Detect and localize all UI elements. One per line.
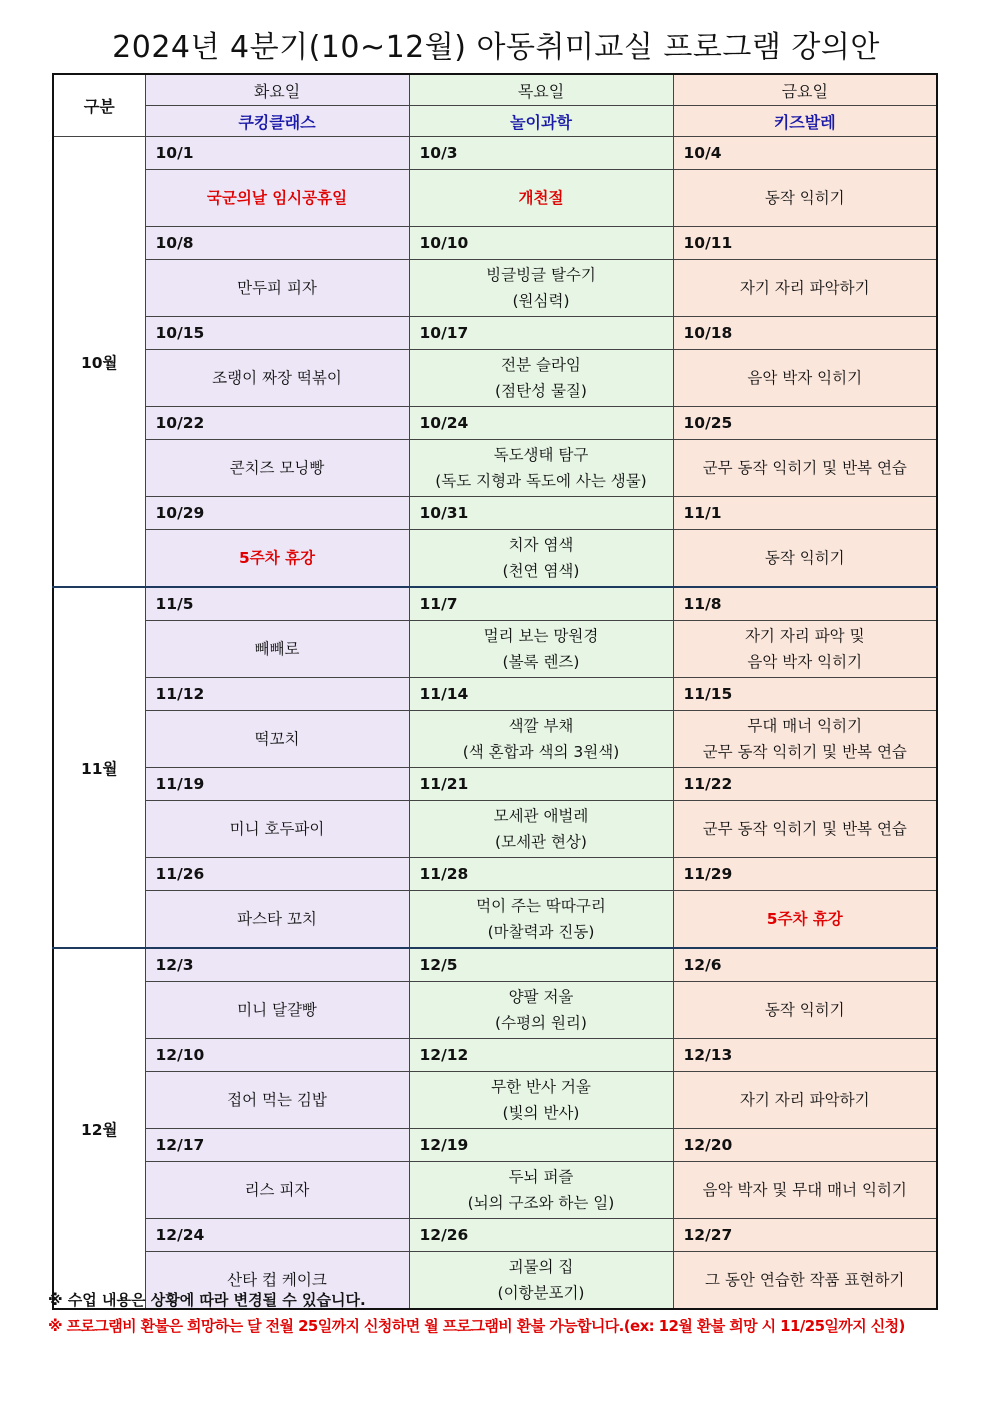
content-line: 음악 박자 익히기 bbox=[747, 653, 863, 671]
content-cell-thu bbox=[409, 1252, 673, 1310]
content-line: 무대 매너 익히기 bbox=[747, 717, 863, 735]
content-line: 접어 먹는 김밥 bbox=[227, 1091, 327, 1109]
content-cell-tue bbox=[145, 982, 409, 1039]
date-cell-thu: 10/3 bbox=[409, 137, 673, 170]
content-cell-thu bbox=[409, 170, 673, 227]
content-cell-thu bbox=[409, 891, 673, 949]
content-cell-fri bbox=[673, 1162, 937, 1219]
header-row-subjects bbox=[53, 106, 937, 137]
month-label: 10월 bbox=[53, 137, 145, 588]
content-cell-tue bbox=[145, 350, 409, 407]
date-cell-fri: 12/27 bbox=[673, 1219, 937, 1252]
header-subject-cooking: 쿠킹클래스 bbox=[145, 106, 409, 137]
content-line: 괴물의 집 bbox=[508, 1258, 574, 1276]
date-row bbox=[53, 227, 937, 260]
content-cell-thu bbox=[409, 440, 673, 497]
date-cell-tue: 10/8 bbox=[145, 227, 409, 260]
content-line: 군무 동작 익히기 및 반복 연습 bbox=[702, 459, 907, 477]
content-line: 자기 자리 파악하기 bbox=[739, 279, 870, 297]
content-row bbox=[53, 982, 937, 1039]
date-row bbox=[53, 317, 937, 350]
content-line: 국군의날 임시공휴일 bbox=[206, 189, 348, 207]
header-row-days bbox=[53, 74, 937, 106]
notice-refund: ※ 프로그램비 환불은 희망하는 달 전월 25일까지 신청하면 월 프로그램비 환불 가능합니다.(ex: 12월 환불 희망 시 11/25일까지 신청) bbox=[48, 1317, 905, 1335]
content-line: (모세관 현상) bbox=[495, 833, 587, 851]
date-cell-tue: 12/17 bbox=[145, 1129, 409, 1162]
content-cell-tue bbox=[145, 621, 409, 678]
content-line: 미니 달걀빵 bbox=[237, 1001, 317, 1019]
date-row bbox=[53, 1129, 937, 1162]
date-cell-thu: 10/31 bbox=[409, 497, 673, 530]
content-cell-fri bbox=[673, 711, 937, 768]
content-cell-thu bbox=[409, 801, 673, 858]
content-cell-fri bbox=[673, 530, 937, 588]
date-cell-thu: 11/21 bbox=[409, 768, 673, 801]
date-cell-tue: 11/5 bbox=[145, 587, 409, 621]
content-cell-thu bbox=[409, 1162, 673, 1219]
content-line: 자기 자리 파악하기 bbox=[739, 1091, 870, 1109]
content-line: 빼빼로 bbox=[254, 640, 300, 658]
content-line: 두뇌 퍼즐 bbox=[508, 1168, 574, 1186]
date-cell-tue: 11/19 bbox=[145, 768, 409, 801]
content-row bbox=[53, 170, 937, 227]
content-row bbox=[53, 440, 937, 497]
content-cell-tue bbox=[145, 1072, 409, 1129]
date-cell-tue: 12/3 bbox=[145, 948, 409, 982]
date-cell-thu: 11/7 bbox=[409, 587, 673, 621]
date-cell-fri: 10/11 bbox=[673, 227, 937, 260]
content-line: 개천절 bbox=[518, 189, 564, 207]
content-line: 군무 동작 익히기 및 반복 연습 bbox=[702, 743, 907, 761]
date-row bbox=[53, 587, 937, 621]
content-line: (볼록 렌즈) bbox=[502, 653, 580, 671]
content-line: (독도 지형과 독도에 사는 생물) bbox=[435, 472, 647, 490]
content-row bbox=[53, 1072, 937, 1129]
content-line: (수평의 원리) bbox=[495, 1014, 587, 1032]
content-line: 만두피 피자 bbox=[237, 279, 317, 297]
content-cell-tue bbox=[145, 1162, 409, 1219]
content-line: 모세관 애벌레 bbox=[493, 807, 589, 825]
content-line: 음악 박자 익히기 bbox=[747, 369, 863, 387]
content-row bbox=[53, 530, 937, 588]
content-cell-tue bbox=[145, 260, 409, 317]
date-cell-thu: 10/17 bbox=[409, 317, 673, 350]
content-row bbox=[53, 891, 937, 949]
date-cell-tue: 10/29 bbox=[145, 497, 409, 530]
content-line: 조랭이 짜장 떡볶이 bbox=[212, 369, 342, 387]
notice-change: ※ 수업 내용은 상황에 따라 변경될 수 있습니다. bbox=[48, 1291, 366, 1309]
date-cell-thu: 11/14 bbox=[409, 678, 673, 711]
date-cell-thu: 10/24 bbox=[409, 407, 673, 440]
content-cell-fri bbox=[673, 260, 937, 317]
date-cell-fri: 10/18 bbox=[673, 317, 937, 350]
date-cell-thu: 12/12 bbox=[409, 1039, 673, 1072]
date-cell-fri: 11/22 bbox=[673, 768, 937, 801]
date-cell-thu: 11/28 bbox=[409, 858, 673, 891]
date-cell-fri: 11/15 bbox=[673, 678, 937, 711]
content-cell-fri bbox=[673, 170, 937, 227]
date-cell-thu: 12/5 bbox=[409, 948, 673, 982]
content-cell-fri bbox=[673, 621, 937, 678]
content-cell-tue bbox=[145, 711, 409, 768]
date-cell-fri: 10/25 bbox=[673, 407, 937, 440]
content-row bbox=[53, 801, 937, 858]
content-line: 리스 피자 bbox=[244, 1181, 310, 1199]
date-row bbox=[53, 1219, 937, 1252]
content-line: (색 혼합과 색의 3원색) bbox=[462, 743, 620, 761]
content-line: 콘치즈 모닝빵 bbox=[229, 459, 325, 477]
content-cell-tue bbox=[145, 891, 409, 949]
content-cell-fri bbox=[673, 982, 937, 1039]
content-cell-fri bbox=[673, 801, 937, 858]
content-line: (이항분포기) bbox=[497, 1284, 585, 1302]
content-cell-tue bbox=[145, 530, 409, 588]
date-cell-fri: 12/13 bbox=[673, 1039, 937, 1072]
date-cell-tue: 11/26 bbox=[145, 858, 409, 891]
content-line: 군무 동작 익히기 및 반복 연습 bbox=[702, 820, 907, 838]
content-line: 파스타 꼬치 bbox=[237, 910, 317, 928]
content-line: (마찰력과 진동) bbox=[487, 923, 595, 941]
content-cell-tue bbox=[145, 170, 409, 227]
date-cell-tue: 12/24 bbox=[145, 1219, 409, 1252]
content-cell-thu bbox=[409, 711, 673, 768]
content-cell-tue bbox=[145, 801, 409, 858]
content-cell-tue bbox=[145, 440, 409, 497]
content-row bbox=[53, 711, 937, 768]
content-line: 음악 박자 및 무대 매너 익히기 bbox=[702, 1181, 907, 1199]
content-line: 멀리 보는 망원경 bbox=[483, 627, 599, 645]
content-cell-fri bbox=[673, 440, 937, 497]
month-label: 12월 bbox=[53, 948, 145, 1309]
schedule-table bbox=[52, 73, 938, 1310]
content-line: 무한 반사 거울 bbox=[491, 1078, 591, 1096]
content-line: 5주차 휴강 bbox=[238, 549, 316, 567]
content-row bbox=[53, 621, 937, 678]
content-line: (원심력) bbox=[512, 292, 570, 310]
date-row bbox=[53, 137, 937, 170]
content-line: 자기 자리 파악 및 bbox=[744, 627, 865, 645]
content-row bbox=[53, 350, 937, 407]
content-line: 전분 슬라임 bbox=[501, 356, 581, 374]
header-subject-ballet: 키즈발레 bbox=[673, 106, 937, 137]
content-line: 그 동안 연습한 작품 표현하기 bbox=[705, 1271, 905, 1289]
content-row bbox=[53, 1162, 937, 1219]
date-cell-thu: 10/10 bbox=[409, 227, 673, 260]
content-line: (점탄성 물질) bbox=[495, 382, 587, 400]
content-line: 미니 호두파이 bbox=[229, 820, 325, 838]
date-row bbox=[53, 768, 937, 801]
header-day-thursday: 목요일 bbox=[409, 74, 673, 106]
content-line: 5주차 휴강 bbox=[766, 910, 843, 928]
content-line: 치자 염색 bbox=[508, 536, 574, 554]
content-line: 빙글빙글 탈수기 bbox=[486, 266, 596, 284]
content-cell-thu bbox=[409, 982, 673, 1039]
content-line: 동작 익히기 bbox=[764, 549, 845, 567]
content-line: 동작 익히기 bbox=[764, 189, 845, 207]
content-line: 색깔 부채 bbox=[508, 717, 574, 735]
date-cell-tue: 10/15 bbox=[145, 317, 409, 350]
date-cell-thu: 12/19 bbox=[409, 1129, 673, 1162]
header-subject-science: 놀이과학 bbox=[409, 106, 673, 137]
content-line: 산타 컵 케이크 bbox=[227, 1271, 327, 1289]
content-line: 떡꼬치 bbox=[254, 730, 300, 748]
content-line: (천연 염색) bbox=[502, 562, 580, 580]
date-row bbox=[53, 678, 937, 711]
header-day-friday: 금요일 bbox=[673, 74, 937, 106]
content-line: (뇌의 구조와 하는 일) bbox=[467, 1194, 615, 1212]
date-row bbox=[53, 1039, 937, 1072]
content-cell-thu bbox=[409, 260, 673, 317]
content-cell-fri bbox=[673, 1072, 937, 1129]
date-row bbox=[53, 407, 937, 440]
content-line: 동작 익히기 bbox=[764, 1001, 845, 1019]
date-cell-tue: 10/22 bbox=[145, 407, 409, 440]
content-line: 독도생태 탐구 bbox=[493, 446, 589, 464]
header-day-tuesday: 화요일 bbox=[145, 74, 409, 106]
date-cell-tue: 10/1 bbox=[145, 137, 409, 170]
date-cell-fri: 10/4 bbox=[673, 137, 937, 170]
date-cell-tue: 12/10 bbox=[145, 1039, 409, 1072]
date-cell-tue: 11/12 bbox=[145, 678, 409, 711]
content-line: (빛의 반사) bbox=[502, 1104, 580, 1122]
content-row bbox=[53, 260, 937, 317]
date-cell-fri: 11/1 bbox=[673, 497, 937, 530]
content-line: 양팔 저울 bbox=[508, 988, 574, 1006]
content-cell-fri bbox=[673, 1252, 937, 1310]
content-cell-fri bbox=[673, 350, 937, 407]
content-line: 먹이 주는 딱따구리 bbox=[476, 897, 606, 915]
content-cell-thu bbox=[409, 1072, 673, 1129]
content-cell-thu bbox=[409, 350, 673, 407]
content-cell-fri bbox=[673, 891, 937, 949]
month-label: 11월 bbox=[53, 587, 145, 948]
date-cell-thu: 12/26 bbox=[409, 1219, 673, 1252]
content-cell-thu bbox=[409, 530, 673, 588]
date-cell-fri: 12/6 bbox=[673, 948, 937, 982]
header-gubun: 구분 bbox=[53, 74, 145, 137]
date-cell-fri: 12/20 bbox=[673, 1129, 937, 1162]
page-title: 2024년 4분기(10~12월) 아동취미교실 프로그램 강의안 bbox=[112, 30, 880, 65]
content-cell-thu bbox=[409, 621, 673, 678]
date-row bbox=[53, 497, 937, 530]
date-row bbox=[53, 948, 937, 982]
date-row bbox=[53, 858, 937, 891]
date-cell-fri: 11/8 bbox=[673, 587, 937, 621]
date-cell-fri: 11/29 bbox=[673, 858, 937, 891]
